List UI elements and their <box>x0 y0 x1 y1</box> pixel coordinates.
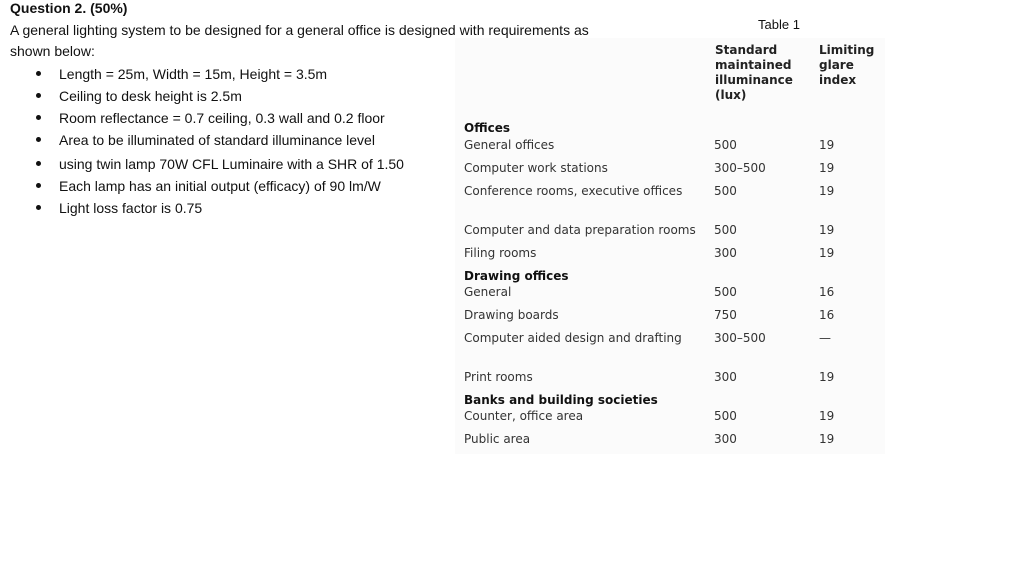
requirements-list <box>36 63 404 219</box>
row-glare-index: 19 <box>819 223 835 237</box>
bullet-icon <box>36 205 41 210</box>
row-illuminance: 750 <box>714 308 737 322</box>
row-illuminance: 500 <box>714 409 737 423</box>
row-glare-index: 16 <box>819 308 835 322</box>
row-illuminance: 300 <box>714 246 737 260</box>
row-name: Computer work stations <box>464 161 608 175</box>
table-row <box>464 370 884 388</box>
row-glare-index: 19 <box>819 161 835 175</box>
row-name: General offices <box>464 138 555 152</box>
row-name: Public area <box>464 432 531 446</box>
row-illuminance: 500 <box>714 138 737 152</box>
table-row <box>464 246 884 264</box>
row-name: Filing rooms <box>464 246 537 260</box>
bullet-icon <box>36 183 41 188</box>
table-row <box>464 138 884 156</box>
group-offices: Offices <box>464 121 510 135</box>
group-banks: Banks and building societies <box>464 393 658 407</box>
row-glare-index: — <box>819 331 831 345</box>
table-row <box>464 184 884 202</box>
row-illuminance: 500 <box>714 223 737 237</box>
row-illuminance: 500 <box>714 184 737 198</box>
row-glare-index: 19 <box>819 184 835 198</box>
table-row <box>464 409 884 427</box>
row-illuminance: 300–500 <box>714 161 766 175</box>
list-item: Ceiling to desk height is 2.5m <box>36 85 404 107</box>
group-drawing-offices: Drawing offices <box>464 269 569 283</box>
bullet-icon <box>36 71 41 76</box>
question-intro: A general lighting system to be designed for a general office is designed with requirements as shown below: <box>10 22 589 59</box>
list-item: Area to be illuminated of standard illuminance level <box>36 129 404 151</box>
row-glare-index: 19 <box>819 246 835 260</box>
row-illuminance: 500 <box>714 285 737 299</box>
list-item: Length = 25m, Width = 15m, Height = 3.5m <box>36 63 404 85</box>
bullet-icon <box>36 93 41 98</box>
row-illuminance: 300–500 <box>714 331 766 345</box>
row-name: General <box>464 285 512 299</box>
row-glare-index: 19 <box>819 370 835 384</box>
row-glare-index: 19 <box>819 409 835 423</box>
row-glare-index: 16 <box>819 285 835 299</box>
table-row <box>464 331 884 349</box>
table-row <box>464 308 884 326</box>
row-name: Computer aided design and drafting <box>464 331 682 345</box>
row-glare-index: 19 <box>819 432 835 446</box>
row-name: Counter, office area <box>464 409 584 423</box>
row-illuminance: 300 <box>714 370 737 384</box>
table-row <box>464 223 884 241</box>
table-row <box>464 432 884 450</box>
bullet-icon <box>36 137 41 142</box>
list-item: Light loss factor is 0.75 <box>36 197 404 219</box>
header-illuminance: Standard maintained illuminance (lux) <box>715 43 793 102</box>
table-row <box>464 161 884 179</box>
row-name: Print rooms <box>464 370 533 384</box>
question-title: Question 2. (50%) <box>10 0 128 16</box>
header-glare-index: Limiting glare index <box>819 43 875 87</box>
row-name: Drawing boards <box>464 308 559 322</box>
row-illuminance: 300 <box>714 432 737 446</box>
row-name: Conference rooms, executive offices <box>464 184 683 198</box>
bullet-icon <box>36 115 41 120</box>
table-caption: Table 1 <box>758 17 800 32</box>
bullet-icon <box>36 161 41 166</box>
list-item: using twin lamp 70W CFL Luminaire with a SHR of 1.50 <box>36 153 404 175</box>
row-name: Computer and data preparation rooms <box>464 223 696 237</box>
row-glare-index: 19 <box>819 138 835 152</box>
list-item: Each lamp has an initial output (efficacy) of 90 lm/W <box>36 175 404 197</box>
table-row <box>464 285 884 303</box>
list-item: Room reflectance = 0.7 ceiling, 0.3 wall and 0.2 floor <box>36 107 404 129</box>
